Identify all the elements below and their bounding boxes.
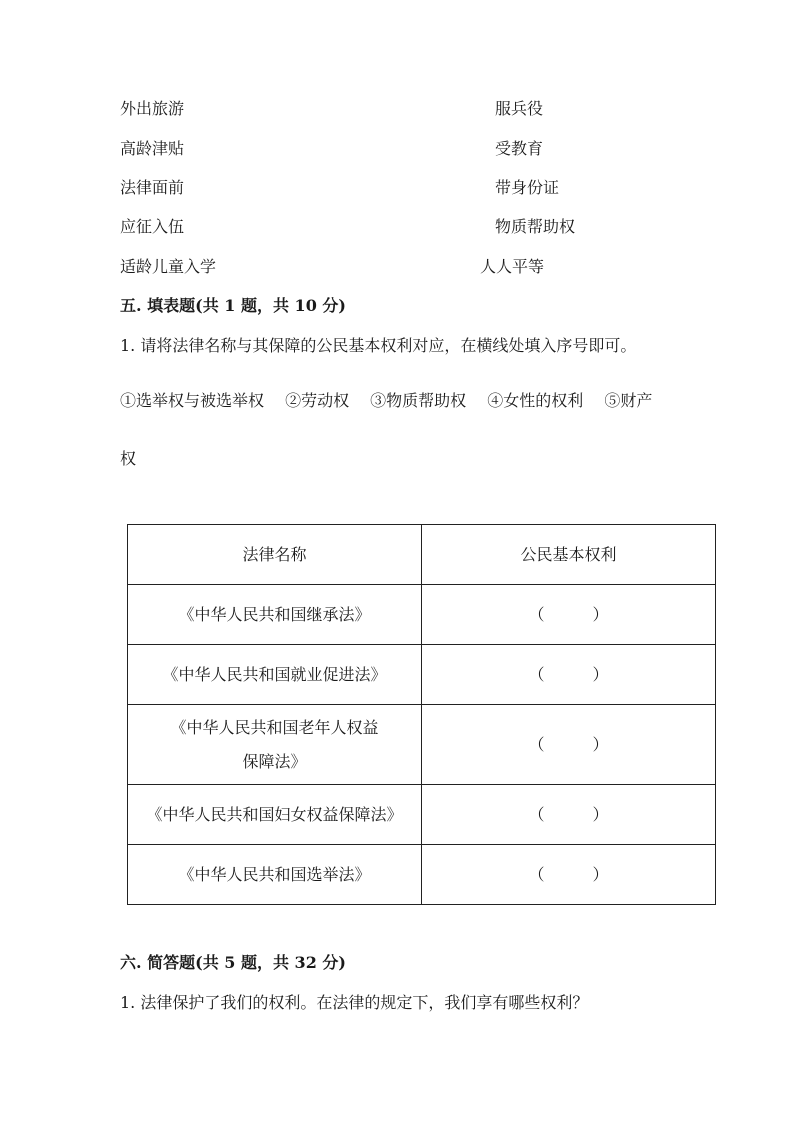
table-header-cell: 公民基本权利 (422, 525, 716, 585)
match-right-item: 物质帮助权 (495, 217, 576, 236)
match-right-item: 带身份证 (495, 178, 560, 197)
law-rights-table (127, 524, 716, 905)
table-row (128, 845, 716, 905)
question-text: 1. 请将法律名称与其保障的公民基本权利对应，在横线处填入序号即可。 (120, 336, 637, 355)
match-right-item: 服兵役 (495, 99, 544, 118)
section-heading: 五. 填表题(共 1 题，共 10 分) (120, 296, 346, 315)
table-header-row (128, 525, 716, 585)
law-name-cell: 《中华人民共和国老年人权益保障法》 (128, 705, 422, 785)
match-left-item: 外出旅游 (120, 99, 185, 118)
match-left-item: 适龄儿童入学 (120, 257, 217, 276)
match-right-item: 受教育 (495, 139, 544, 158)
law-name-cell: 《中华人民共和国继承法》 (128, 585, 422, 645)
answer-blank[interactable]: （ ） (422, 585, 716, 645)
answer-blank[interactable]: （ ） (422, 785, 716, 845)
answer-blank[interactable]: （ ） (422, 705, 716, 785)
table-row (128, 645, 716, 705)
answer-blank[interactable]: （ ） (422, 645, 716, 705)
law-name-cell: 《中华人民共和国选举法》 (128, 845, 422, 905)
match-right-item: 人人平等 (480, 257, 545, 276)
table-row (128, 785, 716, 845)
table-row (128, 585, 716, 645)
law-name-cell: 《中华人民共和国妇女权益保障法》 (128, 785, 422, 845)
table-header-cell: 法律名称 (128, 525, 422, 585)
answer-blank[interactable]: （ ） (422, 845, 716, 905)
match-left-item: 应征入伍 (120, 217, 185, 236)
law-name-cell: 《中华人民共和国就业促进法》 (128, 645, 422, 705)
question-text: 1. 法律保护了我们的权利。在法律的规定下，我们享有哪些权利？ (120, 993, 589, 1012)
options-line: ①选举权与被选举权 ②劳动权 ③物质帮助权 ④女性的权利 ⑤财产 (120, 391, 653, 410)
match-left-item: 法律面前 (120, 178, 185, 197)
match-left-item: 高龄津贴 (120, 139, 185, 158)
table-row (128, 705, 716, 785)
section-heading: 六. 简答题(共 5 题，共 32 分) (120, 953, 346, 972)
options-line-continued: 权 (120, 449, 137, 468)
